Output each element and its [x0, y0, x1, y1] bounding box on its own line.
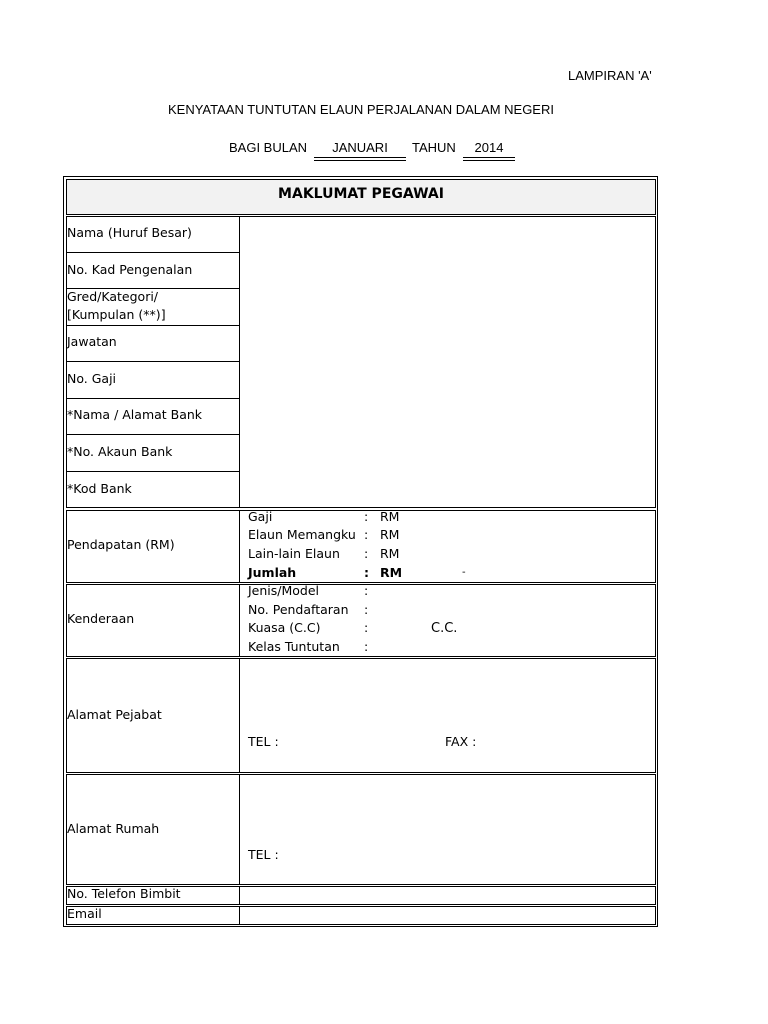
gaji-rm: RM	[380, 509, 400, 524]
cc-unit: C.C.	[431, 621, 458, 636]
jumlah-colon: :	[364, 565, 369, 580]
section-title: MAKLUMAT PEGAWAI	[278, 186, 444, 202]
bulan-value[interactable]: JANUARI	[332, 140, 388, 155]
gaji-colon: :	[364, 509, 369, 524]
email-label: Email	[67, 906, 102, 921]
lain-elaun-label: Lain-lain Elaun	[248, 546, 340, 561]
field-no-gaji: No. Gaji	[67, 371, 117, 386]
email-value-box[interactable]	[239, 906, 656, 925]
field-bank: *Nama / Alamat Bank	[67, 407, 203, 422]
bulan-underline-2	[314, 160, 406, 161]
bagi-bulan-label: BAGI BULAN	[229, 140, 308, 155]
kenderaan-label: Kenderaan	[67, 611, 135, 626]
row-divider	[66, 434, 240, 435]
fields-value-column[interactable]	[239, 216, 656, 508]
jumlah-rm: RM	[380, 565, 403, 580]
alamat-rumah-label: Alamat Rumah	[67, 821, 160, 836]
kuasa-cc-label: Kuasa (C.C)	[248, 620, 321, 635]
gaji-label: Gaji	[248, 509, 273, 524]
jumlah-dash: -	[462, 567, 466, 578]
tahun-value[interactable]: 2014	[474, 140, 504, 155]
pejabat-fax-label: FAX :	[445, 734, 477, 749]
telefon-bimbit-value-box[interactable]	[239, 886, 656, 905]
kelas-tuntutan-colon: :	[364, 639, 369, 654]
field-jawatan: Jawatan	[67, 334, 117, 349]
rumah-tel-label: TEL :	[248, 847, 279, 862]
jenis-model-label: Jenis/Model	[248, 583, 320, 598]
no-pendaftaran-colon: :	[364, 602, 369, 617]
field-kod-bank: *Kod Bank	[67, 481, 132, 496]
alamat-pejabat-label: Alamat Pejabat	[67, 707, 162, 722]
row-divider	[66, 471, 240, 472]
field-kad-pengenalan: No. Kad Pengenalan	[67, 262, 193, 277]
fields-label-column	[66, 216, 240, 508]
alamat-pejabat-value-box[interactable]	[239, 658, 656, 773]
field-akaun-bank: *No. Akaun Bank	[67, 444, 173, 459]
elaun-memangku-label: Elaun Memangku	[248, 527, 356, 542]
tahun-underline-2	[463, 160, 515, 161]
field-nama: Nama (Huruf Besar)	[67, 225, 192, 240]
jumlah-label: Jumlah	[248, 565, 297, 580]
row-divider	[66, 361, 240, 362]
kuasa-cc-colon: :	[364, 620, 369, 635]
row-divider	[66, 398, 240, 399]
field-kumpulan: [Kumpulan (**)]	[67, 307, 166, 322]
row-divider	[66, 325, 240, 326]
elaun-memangku-colon: :	[364, 527, 369, 542]
form-title: KENYATAAN TUNTUTAN ELAUN PERJALANAN DALAM NEGERI	[168, 102, 554, 117]
pejabat-tel-label: TEL :	[248, 734, 279, 749]
row-divider	[66, 252, 240, 253]
pendapatan-label: Pendapatan (RM)	[67, 537, 175, 552]
alamat-rumah-value-box[interactable]	[239, 774, 656, 885]
lain-elaun-rm: RM	[380, 546, 400, 561]
no-pendaftaran-label: No. Pendaftaran	[248, 602, 349, 617]
kelas-tuntutan-label: Kelas Tuntutan	[248, 639, 340, 654]
tahun-label: TAHUN	[412, 140, 456, 155]
jenis-model-colon: :	[364, 583, 369, 598]
lain-elaun-colon: :	[364, 546, 369, 561]
elaun-memangku-rm: RM	[380, 527, 400, 542]
field-gred: Gred/Kategori/	[67, 289, 159, 304]
bulan-underline-1	[314, 157, 406, 158]
lampiran-label: LAMPIRAN 'A'	[568, 68, 652, 83]
tahun-underline-1	[463, 157, 515, 158]
telefon-bimbit-label: No. Telefon Bimbit	[67, 886, 181, 901]
